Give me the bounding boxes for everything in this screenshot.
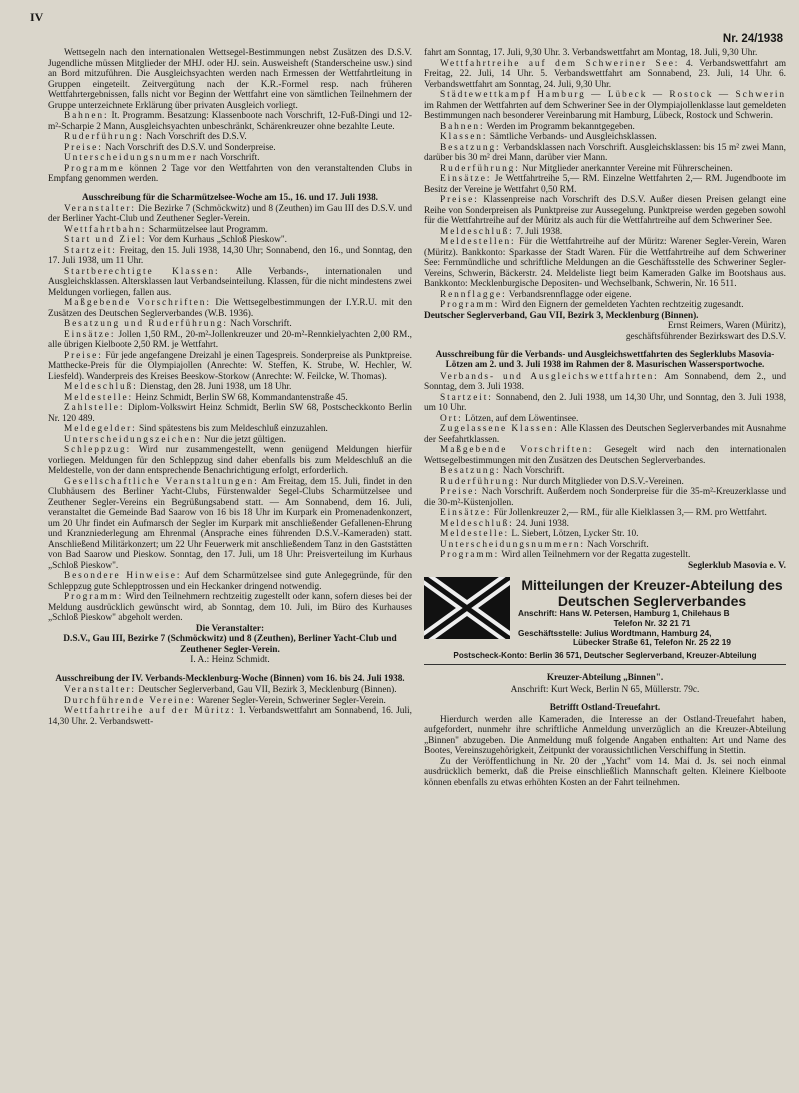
signature [424, 332, 786, 343]
spaced-label: Startzeit: [64, 245, 117, 256]
signature [424, 311, 786, 322]
paragraph [424, 143, 786, 164]
paragraph-text: Je Wettfahrtreihe 5,— RM. Einzelne Wettfahrten 2,— RM. Jugendboote im Besitz der Vereine je Wettfahrt 0,50 RM. [424, 174, 786, 195]
paragraph [424, 59, 786, 91]
section-heading [424, 702, 786, 712]
spaced-label: Meldeschluß: [440, 226, 514, 237]
paragraph [48, 696, 412, 707]
paragraph-text: Nach Vorschrift. Außerdem noch Sonderpreise für die 35-m²-Kreuzerklasse und die 30-m²-Küstenjollen. [424, 487, 787, 508]
paragraph [424, 529, 786, 540]
kreuzer-abteilung-title: Mitteilungen der Kreuzer-Abteilung des Deutschen Seglerverbandes [521, 577, 783, 610]
paragraph [48, 351, 412, 383]
spaced-label: Startzeit: [440, 392, 493, 403]
paragraph [424, 300, 786, 311]
paragraph [48, 164, 412, 185]
spaced-label: Meldestelle: [440, 529, 509, 540]
paragraph [424, 122, 786, 133]
paragraph-text: Die Wettsegelbestimmungen der I.Y.R.U. mit den Zusätzen des Deutschen Seglerverbandes (W.B. 1936). [48, 298, 412, 319]
paragraph [48, 153, 412, 164]
paragraph-text: Heinz Schmidt, Berlin SW 68, Kommandantenstraße 45. [135, 392, 348, 403]
paragraph-text: Alle Klassen des Deutschen Seglerverbandes mit Ausnahme der Seefahrtklassen. [424, 424, 787, 445]
paragraph-text: Nur Mitglieder anerkannter Vereine mit Führerscheinen. [522, 163, 733, 174]
paragraph-text: Nur die jetzt gültigen. [203, 434, 286, 445]
address-line: Geschäftsstelle: Julius Wordtmann, Hamburg 24, [518, 627, 712, 638]
spaced-label: Besatzung: [440, 142, 501, 153]
paragraph [424, 508, 786, 519]
paragraph-text: Die Veranstalter: [195, 623, 265, 634]
signature [48, 624, 412, 635]
paragraph [48, 143, 412, 154]
paragraph-text: Wird nur zusammengestellt, wenn genügend Meldungen hierfür vorliegen. Meldungen für den Schleppzug sind daher ebenfalls bis zum Meldeschluß an die Meldestelle, von der dann entsprechende Benachrichtigung erfolgt, erforderlich. [48, 445, 412, 477]
paragraph-text: Alle Verbands-, internationalen und Ausgleichsklassen. Altersklassen laut Verbandseinteilung. Klassen, für die nicht mindestens zwei Meldungen vorliegen, fallen aus. [48, 266, 412, 298]
page-number: IV [30, 10, 44, 24]
paragraph-text: Lötzen, auf dem Löwentinsee. [465, 413, 579, 424]
paragraph-text: 4. Verbandswettfahrt am Freitag, 22. Juli, 14 Uhr. 5. Verbandswettfahrt am Sonnabend, 23. Juli, 14 Uhr. 6. Verbandswettfahrt am Sonntag, 24. Juli, 9,30 Uhr. [424, 58, 787, 90]
paragraph [48, 403, 412, 424]
section-heading [48, 673, 412, 683]
paragraph-text: Nach Vorschrift des D.S.V. und Sonderpreise. [105, 142, 276, 153]
paragraph-text: Dienstag, den 28. Juni 1938, um 18 Uhr. [140, 382, 292, 393]
paragraph-text: 24. Juni 1938. [516, 518, 569, 529]
paragraph-text: Wettsegeln nach den internationalen Wettsegel-Bestimmungen nebst Zusätzen des D.S.V. Jugendliche müssen Mitglieder der MHJ. oder HJ. sein. Ausweisheft (Standerscheine usw.) sind an Bord mitzuführen. Die Ausgleichsyachten werden nach Ermessen der Wettfahrtleitung in Gruppen eingeteilt. Zeitvergütung nach der K.R.-Formel resp. nach früheren Wettfahrtergebnissen, falls nicht vor Beginn der Wettfahrt eine von sämtlichen Teilnehmern der Gruppe unterzeichnete Erklärung über privaten Ausgleich vorliegt. [48, 48, 412, 111]
spaced-label: Verbands- und Ausgleichswettfahrten: [440, 371, 659, 382]
cross-flag-icon [424, 577, 510, 639]
postscheck-line: Postscheck-Konto: Berlin 36 571, Deutscher Seglerverband, Kreuzer-Abteilung [453, 650, 757, 660]
paragraph-text: Die Bezirke 7 (Schmöckwitz) und 8 (Zeuthen) im Gau III des D.S.V. und der Berliner Yacht-Club und Zeuthener Segler-Verein. [48, 203, 412, 225]
paragraph [424, 290, 786, 301]
spaced-label: Einsätze: [440, 174, 492, 184]
paragraph-text: Gesegelt wird nach den internationalen Wettsegelbestimmungen mit den Zusätzen des Deutschen Seglerverbandes. [424, 445, 786, 466]
paragraph-text: Anschrift: Kurt Weck, Berlin N 65, Müllerstr. 79c. [510, 684, 700, 695]
section-heading [424, 349, 786, 370]
spaced-label: Bahnen: [440, 121, 485, 132]
kreuzer-abteilung-header [424, 577, 786, 647]
spaced-label: Programm: [440, 300, 500, 310]
paragraph [48, 477, 412, 572]
paragraph-text: Kreuzer-Abteilung „Binnen". [546, 672, 664, 683]
spaced-label: Meldeschluß: [64, 382, 138, 393]
paragraph [48, 319, 412, 330]
signature [48, 655, 412, 666]
spaced-label: Maßgebende Vorschriften: [64, 298, 211, 309]
paragraph-text: Nur durch Mitglieder von D.S.V.-Vereinen. [522, 476, 684, 487]
spaced-label: Einsätze: [64, 329, 116, 340]
paragraph [48, 435, 412, 446]
spaced-label: Meldestellen: [440, 237, 516, 247]
paragraph-text: 7. Juli 1938. [516, 226, 563, 237]
spaced-label: Veranstalter: [64, 685, 136, 696]
spaced-label: Bahnen: [64, 111, 109, 121]
spaced-label: Programm: [440, 550, 500, 561]
spaced-label: Preise: [64, 350, 103, 361]
paragraph [424, 477, 786, 488]
paragraph-text: Nach Vorschrift des D.S.V. [146, 132, 247, 142]
spaced-label: Unterscheidungsnummern: [440, 539, 585, 550]
paragraph [48, 592, 412, 624]
paragraph [48, 424, 412, 435]
paragraph-text: I. A.: Heinz Schmidt. [190, 655, 270, 666]
paragraph-text: Betrifft Ostland-Treuefahrt. [549, 702, 661, 713]
paragraph-text: Wird allen Teilnehmern vor der Regatta zugestellt. [501, 550, 691, 561]
spaced-label: Maßgebende Vorschriften: [440, 445, 594, 456]
paragraph-text: Diplom-Volkswirt Heinz Schmidt, Berlin SW 68, Postscheckkonto Berlin Nr. 120 489. [48, 403, 412, 424]
paragraph [424, 466, 786, 477]
paragraph-text: Auf dem Scharmützelsee sind gute Anlegegründe, für den Schleppzug gute Schlepptrossen und ein Heckanker dringend notwendig. [48, 571, 413, 592]
paragraph-text: Für die Wettfahrtreihe auf der Müritz: Warener Segler-Verein, Waren (Müritz). Bankkonto: Sparkasse der Stadt Waren. Für die Wettfahrtreihe auf dem Schweriner See: Fernmündliche und schriftliche Meldungen an die Geschäftsstelle des Schweriner Segler-Vereins, Schwerin, Bäckerstr. 24. Meldeliste liegt beim Kameraden Galke im Bootshaus aus. Bankkonto: Mecklenburgische Depositen- und Wechselbank, Schwerin, Nr. 16 511. [424, 237, 786, 289]
signature [424, 321, 786, 332]
paragraph-text: Deutscher Seglerverband, Gau VII, Bezirk 3, Mecklenburg (Binnen). [138, 685, 397, 696]
spaced-label: Besatzung: [440, 466, 501, 477]
paragraph [424, 48, 786, 59]
paragraph-text: Sämtliche Verbands- und Ausgleichsklassen. [489, 132, 657, 142]
spaced-label: Schleppzug: [64, 445, 132, 456]
address-line: Lübecker Straße 61, Telefon Nr. 25 22 19 [572, 637, 732, 648]
paragraph [48, 204, 412, 225]
spaced-label: Programme [64, 163, 125, 174]
paragraph [424, 424, 786, 445]
paragraph-text: Ausschreibung für die Verbands- und Ausgleichswettfahrten des Seglerklubs Masovia-Lötzen am 2. und 3. Juli 1938 im Rahmen der 8. Masurischen Wassersportwoche. [435, 349, 775, 370]
paragraph [424, 550, 786, 561]
paragraph [424, 237, 786, 290]
spaced-label: Ruderführung: [440, 476, 520, 487]
left-column [48, 48, 412, 727]
paragraph [424, 164, 786, 175]
paragraph-text: Deutscher Seglerverband, Gau VII, Bezirk 3, Mecklenburg (Binnen). [424, 310, 699, 321]
paragraph [424, 715, 786, 757]
paragraph-text: L. Siebert, Lötzen, Lycker Str. 10. [511, 529, 639, 540]
spaced-label: Ort: [440, 413, 463, 424]
spaced-label: Besatzung und Ruderführung: [64, 319, 228, 330]
paragraph [424, 487, 786, 508]
spaced-label: Rennflagge: [440, 289, 507, 300]
spaced-label: Programm: [64, 592, 124, 603]
paragraph-text: Ausschreibung für die Scharmützelsee-Woche am 15., 16. und 17. Juli 1938. [82, 191, 378, 202]
paragraph-text: fahrt am Sonntag, 17. Juli, 9,30 Uhr. 3. Verbandswettfahrt am Montag, 18. Juli, 9,30 Uhr. [424, 48, 758, 58]
paragraph-text: Am Sonnabend, dem 2., und Sonntag, dem 3. Juli 1938. [424, 371, 786, 393]
paragraph [424, 445, 786, 466]
paragraph [48, 246, 412, 267]
paragraph-text: Für Jollenkreuzer 2,— RM., für alle Kielklassen 3,— RM. pro Wettfahrt. [493, 508, 767, 519]
paragraph-text: im Rahmen der Wettfahrten auf dem Schweriner See in der Olympiajollenklasse laut gemeldeten Bestimmungen nach besonderer Vereinbarung mit Hamburg, Lübeck, Rostock und Schwerin. [424, 100, 786, 121]
paragraph [48, 393, 412, 404]
paragraph [424, 393, 786, 414]
paragraph-text: Am Freitag, dem 15. Juli, findet in den Clubhäusern des Berliner Yacht-Clubs, Fürstenwalder Segel-Clubs Scharmützelsee und Zeuthener Segler-Vereins ein Begrüßungsabend statt. — Am Sonnabend, dem 16. Juli, veranstaltet die Gemeinde Bad Saarow von 16 bis 18 Uhr im Kurpark ein Promenadenkonzert, um 20 Uhr findet ein Aufmarsch der Segler im Kurpark mit anschließender Gefallenen-Ehrung und Kranzniederlegung am Ehrenmal (Ansprache eines führenden D.S.V.-Kameraden) statt. Anschließend Militärkonzert; um 22 Uhr Feuerwerk mit anschließendem Tanz in den Gaststätten von Bad Saarow und Pieskow. Sonntag, den 17. Juli, um 18 Uhr: Preisverteilung im Kurhaus „Schloß Pieskow". [48, 476, 412, 571]
paragraph [48, 48, 412, 111]
spaced-label: Meldegelder: [64, 424, 137, 435]
paragraph [424, 132, 786, 143]
paragraph-text: Ausschreibung der IV. Verbands-Mecklenburg-Woche (Binnen) vom 16. bis 24. Juli 1938. [55, 672, 405, 683]
paragraph-text: Hierdurch werden alle Kameraden, die Interesse an der Ostland-Treuefahrt haben, aufgefordert, nunmehr ihre schriftliche Anmeldung unverzüglich an die Kreuzer-Abteilung „Binnen" abzugeben. Die Anmeldung muß folgende Angaben enthalten: Art und Name des Bootes, Vereinszugehörigkeit, Zeitpunkt der voraussichtlichen Verschiffung in Stettin. [424, 714, 786, 756]
paragraph-text: Nach Vorschrift. [230, 319, 292, 330]
spaced-label: Preise: [440, 487, 479, 498]
address-line: Telefon Nr. 32 21 71 [613, 617, 691, 628]
paragraph [48, 298, 412, 319]
issue-number: Nr. 24/1938 [722, 33, 783, 45]
spaced-label: Zahlstelle: [64, 403, 125, 414]
paragraph-text: 1. Verbandswettfahrt am Sonnabend, 16. Juli, 14,30 Uhr. 2. Verbandswett- [48, 706, 412, 727]
paragraph-text: Freitag, den 15. Juli 1938, 14,30 Uhr; Sonnabend, den 16., und Sonntag, den 17. Juli 1938, um 11 Uhr. [48, 245, 413, 267]
binnen-section [424, 672, 786, 788]
paragraph [424, 90, 786, 122]
paragraph-text: Nach Vorschrift. [587, 539, 649, 550]
paragraph [48, 225, 412, 236]
divider [424, 664, 786, 665]
spaced-label: Wettfahrtreihe auf dem Schweriner See: [440, 58, 680, 69]
spaced-label: Meldestelle: [64, 392, 133, 403]
paragraph-text: geschäftsführender Bezirkswart des D.S.V. [625, 331, 786, 342]
paragraph-text: Vor dem Kurhaus „Schloß Pieskow". [148, 235, 287, 246]
spaced-label: Gesellschaftliche Veranstaltungen: [64, 476, 259, 487]
spaced-label: Wettfahrtreihe auf der Müritz: [64, 706, 236, 717]
spaced-label: Veranstalter: [64, 203, 136, 214]
paragraph-text: Seglerklub Masovia e. V. [687, 560, 786, 571]
paragraph [48, 330, 412, 351]
paragraph-text: Wird den Eignern der gemeldeten Yachten rechtzeitig zugesandt. [501, 300, 744, 310]
spaced-label: Ruderführung: [440, 163, 520, 174]
paragraph [424, 174, 786, 195]
signature [424, 561, 786, 572]
paragraph [48, 132, 412, 143]
paragraph-text: Jollen 1,50 RM., 20-m²-Jollenkreuzer und 20-m²-Rennkielyachten 2,00 RM., alle übrigen Kielboote 2,50 RM. je Wettfahrt. [48, 329, 413, 351]
spaced-label: Unterscheidungszeichen: [64, 434, 202, 445]
spaced-label: Einsätze: [440, 508, 492, 519]
paragraph [424, 757, 786, 789]
spaced-label: Wettfahrtbahn: [64, 224, 147, 235]
paragraph-text: Scharmützelsee laut Programm. [148, 224, 268, 235]
spaced-label: Klassen: [440, 132, 488, 142]
spaced-label: Besondere Hinweise: [64, 571, 182, 582]
paragraph [424, 414, 786, 425]
spaced-label: Durchführende Vereine: [64, 695, 196, 706]
address-line: Anschrift: Hans W. Petersen, Hamburg 1, Chilehaus B [518, 608, 730, 619]
paragraph-text: Sonnabend, den 2. Juli 1938, um 14,30 Uhr, und Sonntag, den 3. Juli 1938, um 10 Uhr. [424, 392, 786, 414]
paragraph [424, 195, 786, 227]
paragraph-text: Wird den Teilnehmern rechtzeitig zugestellt oder kann, sofern dieses bei der Meldung ausdrücklich gewünscht wird, ab Sonntag, dem 10. Juli, im Büro des Kurhauses „Schloß Pieskow" abgeholt werden. [48, 592, 412, 624]
spaced-label: Unterscheidungsnummer [64, 153, 198, 163]
spaced-label: Meldeschluß: [440, 518, 514, 529]
paragraph [48, 445, 412, 477]
paragraph [424, 372, 786, 393]
spaced-label: Zugelassene Klassen: [440, 424, 559, 435]
paragraph-text: It. Programm. Besatzung: Klassenboote nach Vorschrift, 12-Fuß-Dingi und 12-m²-Scharpie 2 Mann, Ausgleichsyachten unbeschränkt, Schärenkreuzer ohne bezahlte Leute. [48, 111, 412, 132]
spaced-label: Startberechtigte Klassen: [64, 266, 220, 277]
paragraph-text: Zu der Veröffentlichung in Nr. 20 der „Yacht" vom 14. Mai d. Js. sei noch einmal ausdrücklich bemerkt, daß die Preise einschließlich Mannschaft gelten. Kleinere Kielboote können ebenfalls zu etwas erhöhten Kosten an der Fahrt teilnehmen. [424, 756, 786, 788]
paragraph [48, 235, 412, 246]
paragraph-text: Ernst Reimers, Waren (Müritz), [667, 321, 786, 331]
paragraph-text: nach Vorschrift. [200, 153, 260, 163]
signature [48, 634, 412, 655]
paragraph-text: Verbandsrennflagge oder eigene. [508, 289, 632, 300]
spaced-label: Städtewettkampf Hamburg — Lübeck — Rostock — Schwerin [440, 90, 786, 100]
section-heading [424, 672, 786, 682]
paragraph-text: Klassenpreise nach Vorschrift des D.S.V. Außer diesen Preisen gelangt eine Reihe von Sonderpreisen als Punktpreise zur Aussegelung. Punktpreise werden gegeben sowohl für die Wettfahrtreihe auf der Müritz als auch für die Wettfahrtreihe auf dem Schweriner See. [424, 195, 786, 226]
paragraph [424, 519, 786, 530]
address-line [424, 685, 786, 696]
paragraph-text: D.S.V., Gau III, Bezirke 7 (Schmöckwitz) und 8 (Zeuthen), Berliner Yacht-Club und Zeuthener Segler-Verein. [63, 634, 397, 655]
paragraph-text: können 2 Tage vor den Wettfahrten von den veranstaltenden Clubs in Empfang genommen werden. [48, 163, 412, 184]
paragraph [424, 540, 786, 551]
paragraph-text: Sind spätestens bis zum Meldeschluß einzuzahlen. [138, 424, 328, 435]
paragraph-text: Werden im Programm bekanntgegeben. [486, 121, 635, 132]
paragraph-text: Nach Vorschrift. [502, 466, 565, 477]
right-column [424, 48, 786, 788]
paragraph [48, 111, 412, 132]
paragraph-text: Für jede angefangene Dreizahl je einen Tagespreis. Sonderpreise als Punktpreise. Matthecke-Preis für die Olympiajollen (Anrechte: W. Steffen, K. Strube, W. Hechler, W. Liesfeld). Wanderpreis des Kreises Beeskow-Storkow (Anrechte: W. Feilcke, W. Thomas). [48, 350, 412, 382]
spaced-label: Preise: [64, 142, 103, 153]
paragraph-text: Warener Segler-Verein, Schweriner Segler-Verein. [197, 695, 386, 706]
kreuzer-abteilung-info [518, 577, 786, 647]
paragraph [48, 267, 412, 299]
paragraph-text: Verbandsklassen nach Vorschrift. Ausgleichsklassen: bis 15 m² zwei Mann, darüber bis 30 m² drei Mann, darüber vier Mann. [424, 142, 786, 163]
right-column-announcements [424, 48, 786, 571]
paragraph [48, 685, 412, 696]
spaced-label: Ruderführung: [64, 132, 144, 142]
paragraph [48, 571, 412, 592]
spaced-label: Preise: [440, 195, 479, 205]
paragraph [424, 227, 786, 238]
spaced-label: Start und Ziel: [64, 235, 147, 246]
kreuzer-abteilung-address [518, 609, 786, 647]
paragraph [48, 706, 412, 727]
section-heading [48, 192, 412, 202]
paragraph [48, 382, 412, 393]
